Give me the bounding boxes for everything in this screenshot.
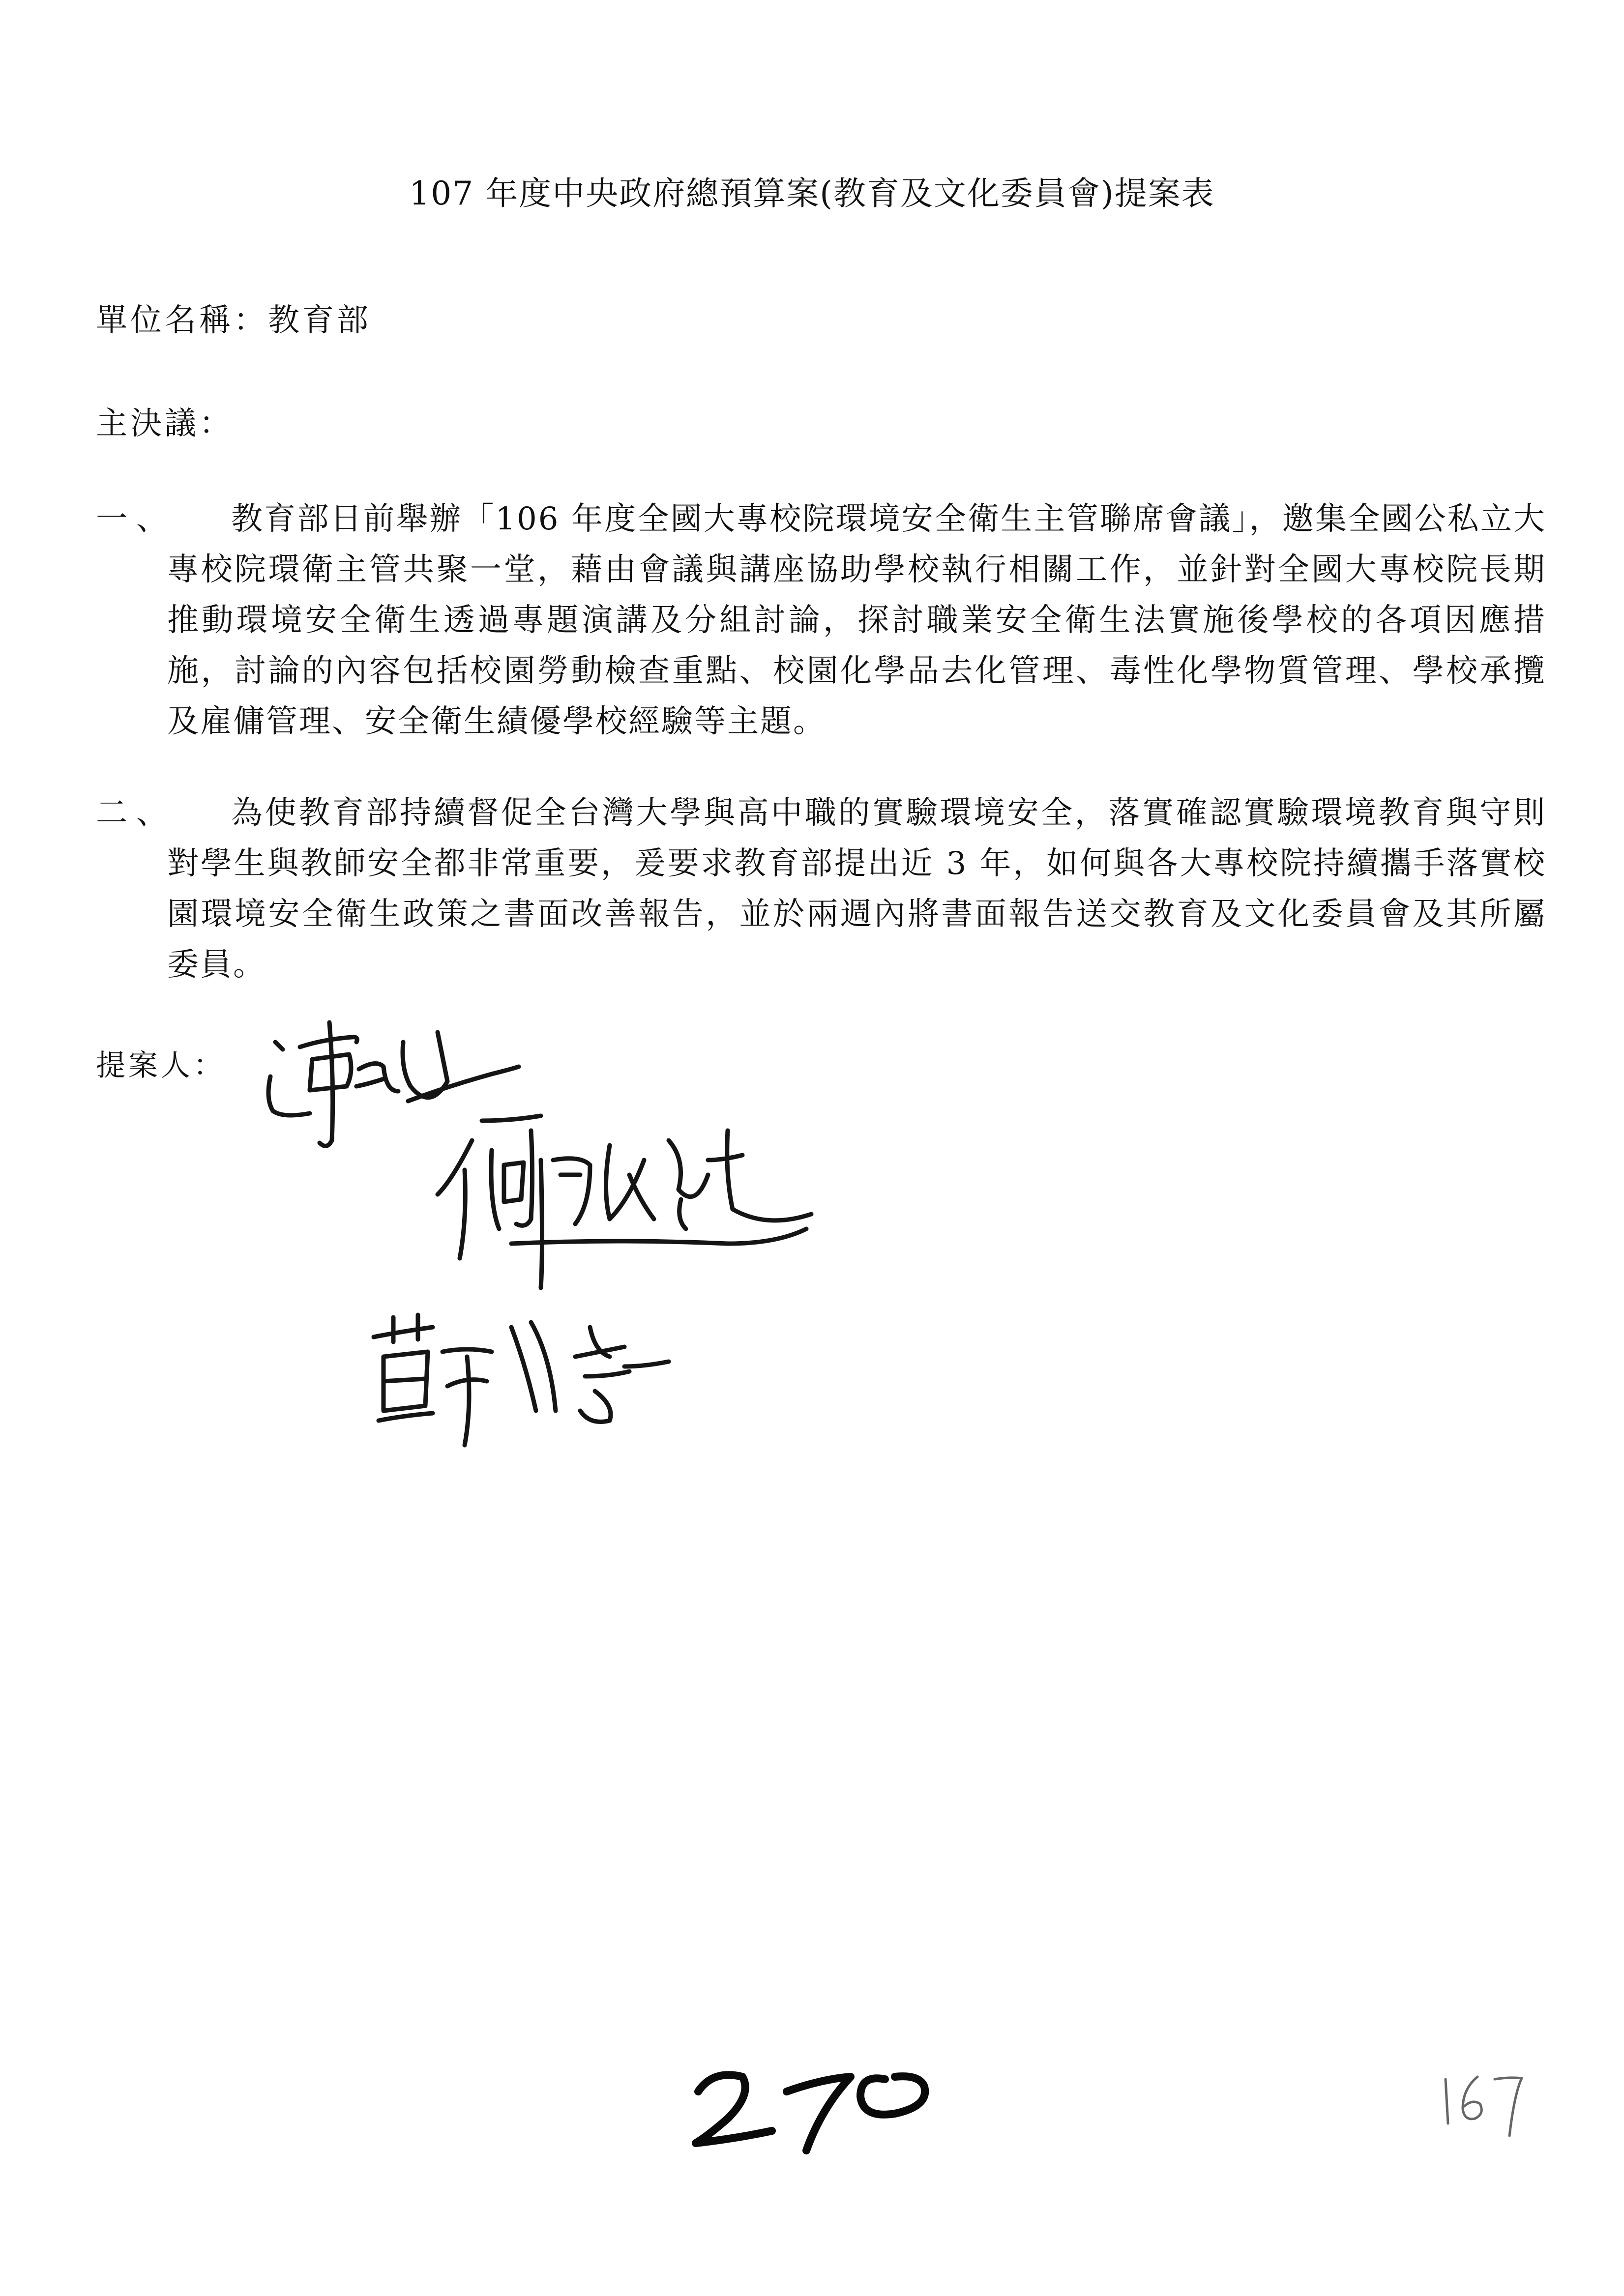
signature-2 [438, 1116, 811, 1288]
unit-name: 單位名稱：教育部 [96, 302, 371, 339]
proposer-label: 提案人： [96, 1048, 226, 1083]
resolution-item-1 [96, 494, 1546, 747]
resolution-item-2 [96, 788, 1546, 990]
item-text: 為使教育部持續督促全台灣大學與高中職的實驗環境安全，落實確認實驗環境教育與守則對學生與教師安全都非常重要，爰要求教育部提出近 3 年，如何與各大專校院持續攜手落實校園環境安全衛生政策之書面改善報告，並於兩週內將書面報告送交教育及文化委員會及其所屬委員。 [167, 795, 1546, 983]
item-number: 二、 [96, 795, 177, 831]
signature-3 [374, 1315, 669, 1445]
resolution-heading: 主決議： [96, 406, 234, 442]
document-title: 107 年度中央政府總預算案(教育及文化委員會)提案表 [409, 174, 1215, 212]
item-number: 一、 [96, 501, 177, 537]
item-text: 教育部日前舉辦「106 年度全國大專校院環境安全衛生主管聯席會議」，邀集全國公私立大專校院環衛主管共聚一堂，藉由會議與講座協助學校執行相關工作，並針對全國大專校院長期推動環境安全衛生透過專題演講及分組討論，探討職業安全衛生法實施後學校的各項因應措施，討論的內容包括校園勞動檢查重點、校園化學品去化管理、毒性化學物質管理、學校承攬及雇傭管理、安全衛生績優學校經驗等主題。 [167, 501, 1546, 740]
handwritten-signatures [236, 1013, 1023, 1480]
handwritten-page-number [679, 2045, 954, 2158]
handwritten-sheet-number [1436, 2064, 1544, 2143]
signature-1 [268, 1022, 519, 1146]
